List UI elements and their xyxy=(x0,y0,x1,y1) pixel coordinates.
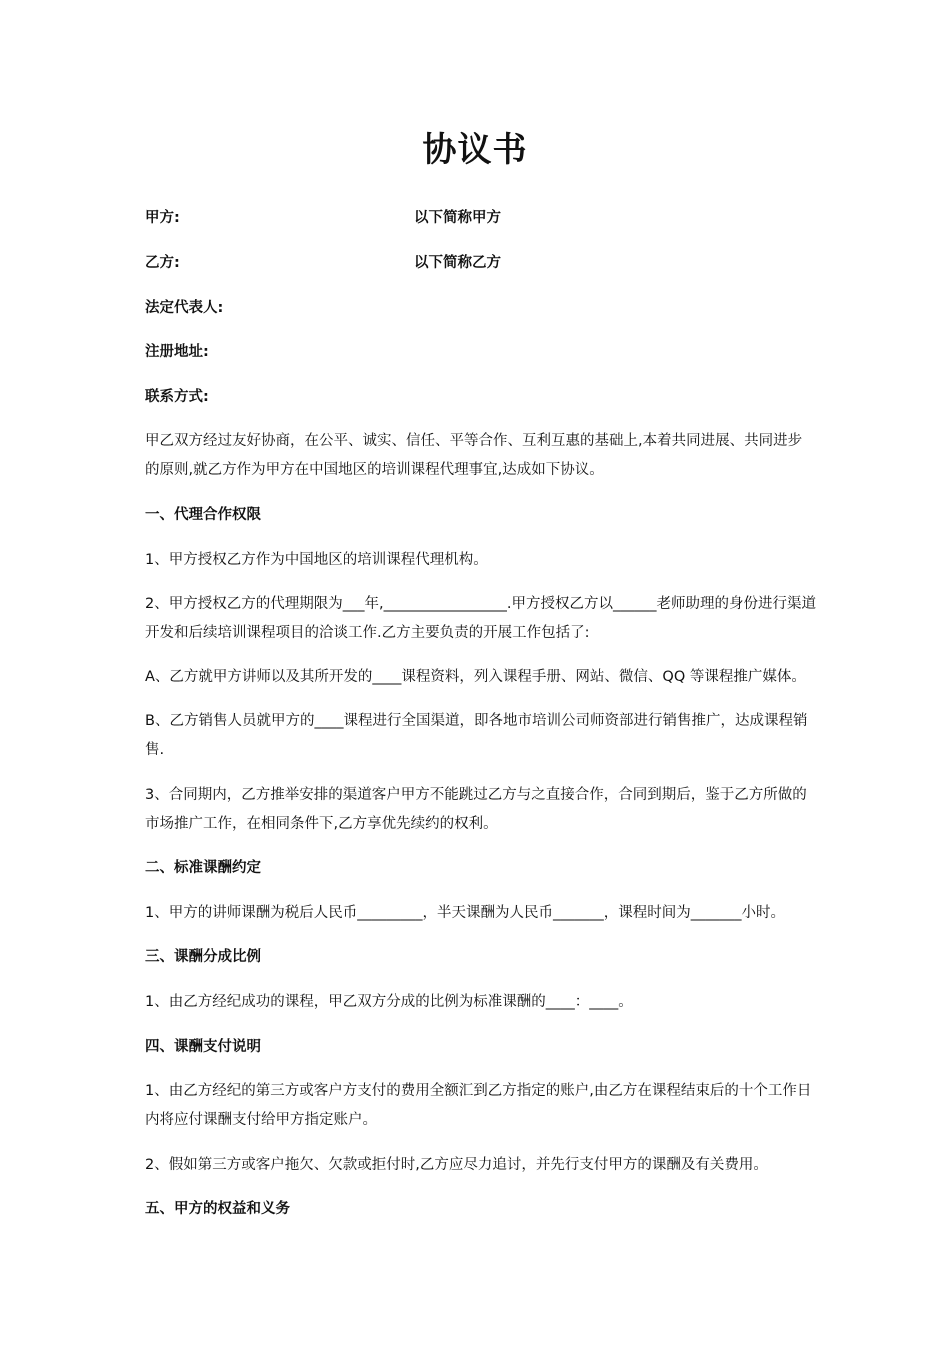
section-1-item-3-line-2: 市场推广工作，在相同条件下,乙方享优先续约的权利。 xyxy=(145,816,498,832)
section-1-item-1: 1、甲方授权乙方作为中国地区的培训课程代理机构。 xyxy=(145,552,488,568)
section-1-item-b-line-1: B、乙方销售人员就甲方的____课程进行全国渠道，即各地市培训公司师资部进行销售推广，达成课程销 xyxy=(145,713,808,729)
section-1-item-b-line-2: 售. xyxy=(145,742,165,758)
section-1-item-a: A、乙方就甲方讲师以及其所开发的____课程资料，列入课程手册、网站、微信、QQ 等课程推广媒体。 xyxy=(145,669,806,685)
party-a-note: 以下简称甲方 xyxy=(414,210,501,226)
section-5-heading: 五、甲方的权益和义务 xyxy=(145,1201,290,1217)
party-a-label: 甲方: xyxy=(145,210,180,226)
party-b-note: 以下简称乙方 xyxy=(414,255,501,271)
section-4-item-1-line-1: 1、由乙方经纪的第三方或客户方支付的费用全额汇到乙方指定的账户,由乙方在课程结束后的十个工作日 xyxy=(145,1083,812,1099)
section-4-item-1-line-2: 内将应付课酬支付给甲方指定账户。 xyxy=(145,1112,377,1128)
legal-rep-label: 法定代表人: xyxy=(145,300,224,316)
section-3-heading: 三、课酬分成比例 xyxy=(145,949,261,965)
section-4-item-2: 2、假如第三方或客户拖欠、欠款或拒付时,乙方应尽力追讨，并先行支付甲方的课酬及有关费用。 xyxy=(145,1157,768,1173)
section-2-heading: 二、标准课酬约定 xyxy=(145,860,261,876)
section-4-heading: 四、课酬支付说明 xyxy=(145,1039,261,1055)
section-3-item-1: 1、由乙方经纪成功的课程，甲乙双方分成的比例为标准课酬的____：____。 xyxy=(145,994,633,1010)
address-label: 注册地址: xyxy=(145,344,209,360)
section-1-item-3-line-1: 3、合同期内，乙方推举安排的渠道客户甲方不能跳过乙方与之直接合作，合同到期后，鉴于乙方所做的 xyxy=(145,787,807,803)
document-title: 协议书 xyxy=(422,130,528,170)
section-1-item-2-line-2: 开发和后续培训课程项目的洽谈工作.乙方主要负责的开展工作包括了: xyxy=(145,625,590,641)
section-2-item-1: 1、甲方的讲师课酬为税后人民币_________，半天课酬为人民币_______，课程时间为_______小时。 xyxy=(145,905,785,921)
intro-line-1: 甲乙双方经过友好协商，在公平、诚实、信任、平等合作、互利互惠的基础上,本着共同进展、共同进步 xyxy=(145,433,803,449)
intro-line-2: 的原则,就乙方作为甲方在中国地区的培训课程代理事宜,达成如下协议。 xyxy=(145,462,604,478)
contact-label: 联系方式: xyxy=(145,389,209,405)
party-b-label: 乙方: xyxy=(145,255,180,271)
section-1-item-2-line-1: 2、甲方授权乙方的代理期限为___年,_________________.甲方授权乙方以______老师助理的身份进行渠道 xyxy=(145,596,816,612)
section-1-heading: 一、代理合作权限 xyxy=(145,507,261,523)
